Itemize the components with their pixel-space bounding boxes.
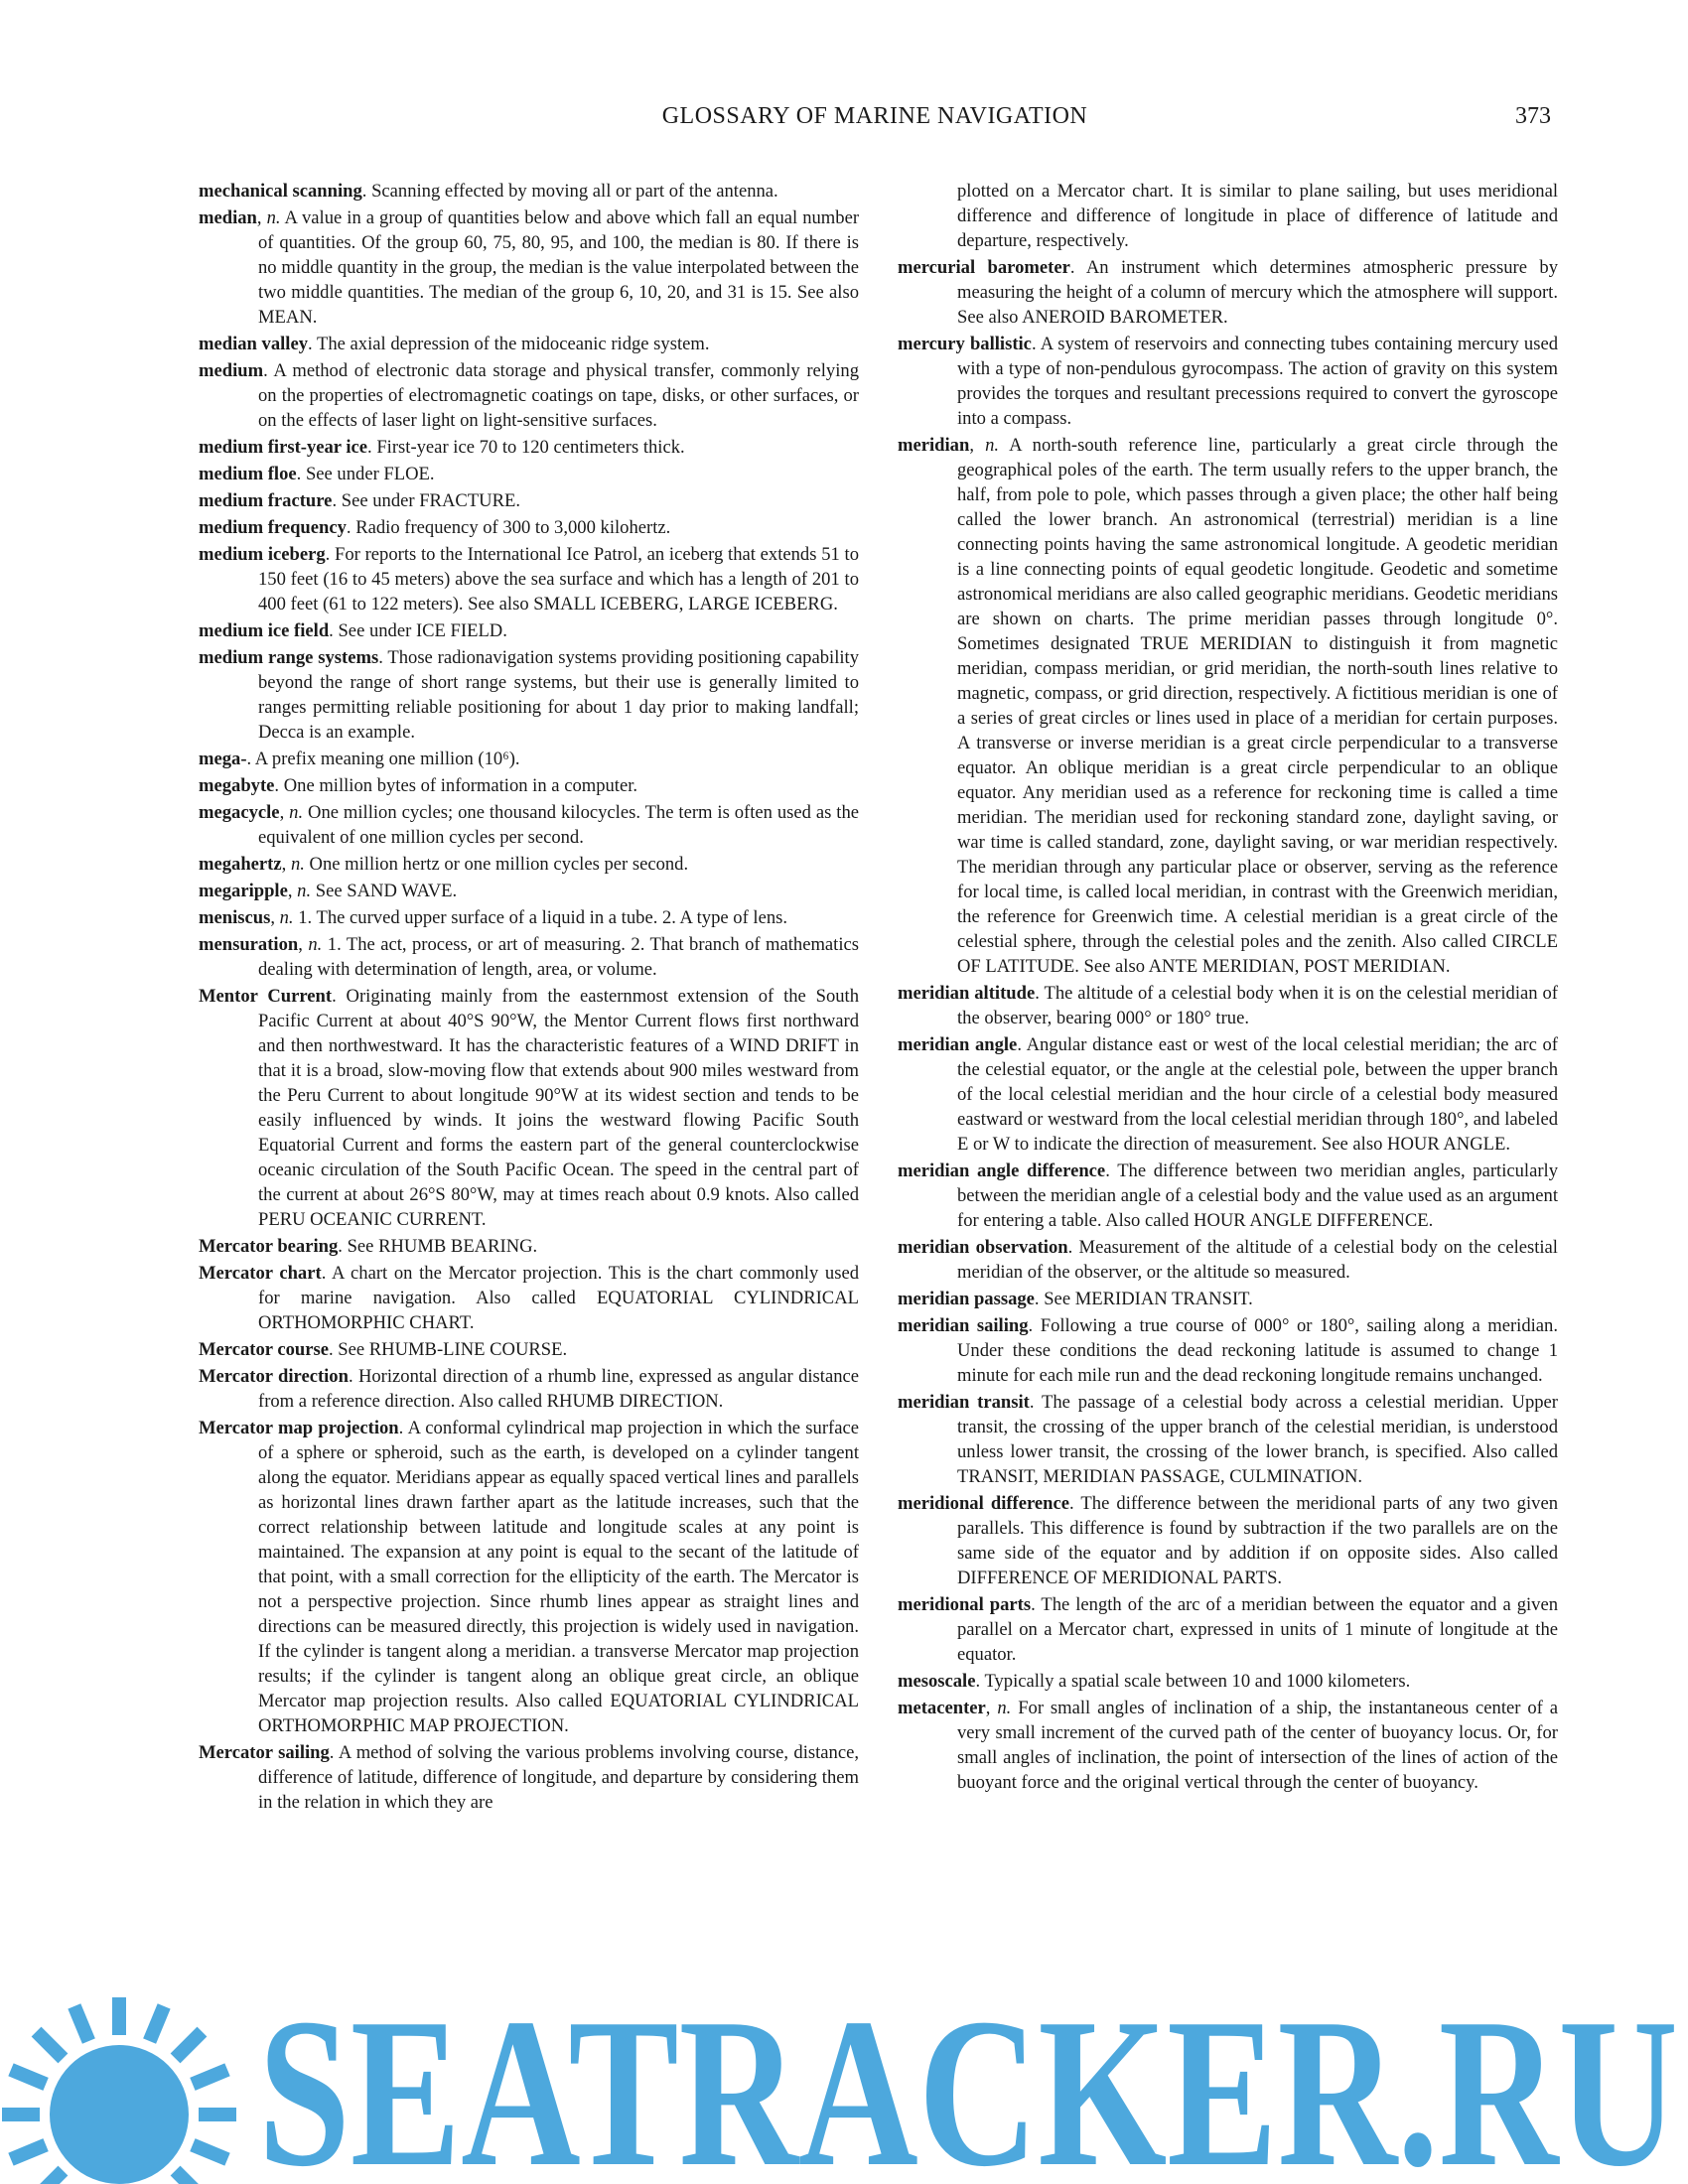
glossary-definition: . First-year ice 70 to 120 centimeters thick. [367, 437, 685, 458]
glossary-term: meridian altitude [898, 983, 1036, 1004]
glossary-definition: . A method of electronic data storage and physical transfer, commonly relying on the properties of electromagnetic coatings on tape, disks, or other surfaces, or on the effects of laser light on light-sensitive surfaces. [258, 360, 859, 431]
glossary-entry [898, 1390, 1558, 1489]
glossary-definition: . Following a true course of 000° or 180°, sailing along a meridian. Under these conditions the dead reckoning latitude is assumed to change 1 minute for each mile run and the dead reckoning longitude remains unchanged. [957, 1315, 1559, 1386]
page-number: 373 [1515, 103, 1551, 129]
glossary-term: medium range systems [199, 647, 379, 668]
glossary-term: meridian transit [898, 1392, 1030, 1413]
glossary-definition: . The difference between two meridian angles, particularly between the meridian angle of a celestial body and the value used as an argument for entering a table. Also called HOUR ANGLE DIFFERENCE. [957, 1160, 1558, 1231]
glossary-definition: . See under ICE FIELD. [329, 620, 507, 641]
glossary-definition: . One million bytes of information in a computer. [274, 775, 638, 796]
part-of-speech: n. [290, 854, 305, 875]
glossary-term: medium first-year ice [199, 437, 368, 458]
glossary-definition: . A prefix meaning one million (10⁶). [246, 749, 520, 769]
glossary-entry [199, 1337, 859, 1362]
right-column [898, 179, 1558, 1797]
glossary-entry [199, 1416, 859, 1738]
glossary-term: medium ice field [199, 620, 330, 641]
glossary-definition: . Measurement of the altitude of a celestial body on the celestial meridian of the observer, or the altitude so measured. [957, 1237, 1558, 1283]
glossary-term: megahertz [199, 854, 282, 875]
glossary-definition: . The length of the arc of a meridian between the equator and a given parallel on a Mercator chart, expressed in units of 1 minute of longitude at the equator. [957, 1594, 1558, 1665]
glossary-entry: megahertz, n. One million hertz or one million cycles per second. [199, 854, 689, 875]
glossary-definition: . A system of reservoirs and connecting tubes containing mercury used with a type of non-pendulous gyrocompass. The action of gravity on this system provides the torques and resultant precessions required to convert the gyroscope into a compass. [957, 334, 1558, 429]
glossary-definition: . An instrument which determines atmospheric pressure by measuring the height of a column of mercury which the atmosphere will support. See also ANEROID BAROMETER. [957, 257, 1559, 328]
glossary-term: medium fracture [199, 490, 333, 511]
glossary-entry: megaripple, n. See SAND WAVE. [199, 881, 458, 901]
glossary-definition: . The difference between the meridional parts of any two given parallels. This difference is found by subtraction if the two parallels are on the same side of the equator and by addition if on opposite sides. Also called DIFFERENCE OF MERIDIONAL PARTS. [957, 1493, 1558, 1588]
glossary-definition: . The passage of a celestial body across a celestial meridian. Upper transit, the crossing of the upper branch of the celestial meridian, is understood unless lower transit, the crossing of the lower branch, is specified. Also called TRANSIT, MERIDIAN PASSAGE, CULMINATION. [957, 1392, 1558, 1487]
glossary-entry: meniscus, n. 1. The curved upper surface of a liquid in a tube. 2. A type of lens. [199, 907, 788, 928]
glossary-definition: . A chart on the Mercator projection. This is the chart commonly used for marine navigation. Also called EQUATORIAL CYLINDRICAL ORTHOMORPHIC CHART. [258, 1263, 859, 1333]
glossary-entry [199, 358, 859, 433]
glossary-term: mercurial barometer [898, 257, 1070, 278]
part-of-speech: n. [297, 881, 312, 901]
glossary-term: Mercator map projection [199, 1418, 399, 1438]
glossary-definition: A value in a group of quantities below and above which fall an equal number of quantities. Of the group 60, 75, 80, 95, and 100, the median is 80. If there is no middle quantity in the group, the median is the value interpolated between the two middle quantities. The median of the group 6, 10, 20, and 31 is 15. See also MEAN. [258, 207, 860, 328]
glossary-definition: . A method of solving the various problems involving course, distance, difference of latitude, difference of longitude, and departure by considering them in the relation in which they are [258, 1742, 859, 1813]
glossary-definition: . Radio frequency of 300 to 3,000 kilohertz. [346, 517, 671, 538]
glossary-entry [898, 332, 1558, 431]
glossary-entry [199, 1261, 859, 1335]
part-of-speech: n. [266, 207, 281, 228]
glossary-term: medium [199, 360, 264, 381]
glossary-definition: . A conformal cylindrical map projection in which the surface of a sphere or spheroid, such as the earth, is developed on a cylinder tangent along the equator. Meridians appear as equally spaced vertical lines and parallels as horizontal lines drawn farther apart as the latitude increases, such that the correct relationship between latitude and longitude scales at any point is maintained. The expansion at any point is equal to the secant of the latitude of that point, with a small correction for the ellipticity of the earth. The Mercator is not a perspective projection. Since rhumb lines appear as straight lines and directions can be measured directly, this projection is widely used in navigation. If the cylinder is tangent along a meridian. a transverse Mercator map projection results; if the cylinder is tangent along an oblique great circle, an oblique Mercator map projection results. Also called EQUATORIAL CYLINDRICAL ORTHOMORPHIC MAP PROJECTION. [258, 1418, 859, 1736]
glossary-term: Mercator direction [199, 1366, 349, 1387]
glossary-entry [199, 1364, 859, 1414]
glossary-definition: One million hertz or one million cycles per second. [309, 854, 689, 875]
glossary-term: meniscus [199, 907, 271, 928]
running-title: GLOSSARY OF MARINE NAVIGATION [661, 103, 1088, 129]
glossary-term: Mentor Current [199, 986, 333, 1007]
glossary-term: mercury ballistic [898, 334, 1032, 354]
glossary-entry: metacenter, n. For small angles of inclination of a ship, the instantaneous center of a very small increment of the curved path of the center of buoyancy locus. Or, for small angles of inclination, the point of intersection of the lines of action of the buoyant force and the original vertical through the center of buoyancy. [898, 1698, 1558, 1793]
glossary-term: meridian [898, 435, 970, 456]
glossary-entry: mensuration, n. 1. The act, process, or art of measuring. 2. That branch of mathematics dealing with determination of length, area, or volume. [199, 934, 860, 980]
glossary-term: meridian sailing [898, 1315, 1029, 1336]
glossary-entry [199, 542, 859, 616]
sun-logo-icon [2, 1997, 236, 2184]
glossary-term: meridian angle difference [898, 1160, 1106, 1181]
part-of-speech: n. [279, 907, 294, 928]
glossary-definition: . The altitude of a celestial body when it is on the celestial meridian of the observer, bearing 000° or 180° true. [957, 983, 1558, 1028]
glossary-entry [199, 984, 859, 1232]
glossary-entry: meridian, n. A north-south reference line, particularly a great circle through the geographical poles of the earth. The term usually refers to the upper branch, the half, from pole to pole, which passes through a given place; the other half being called the lower branch. An astronomical (terrestrial) meridian is a line connecting points having the same astronomical longitude. A geodetic meridian is a line connecting points of equal geodetic longitude. Geodetic and sometime astronomical meridians are also called geographic meridians. Geodetic meridians are shown on charts. The prime meridian passes through longitude 0°. Sometimes designated TRUE MERIDIAN to distinguish it from magnetic meridian, compass meridian, or grid meridian, the north-south lines relative to magnetic, compass, or grid direction, respectively. A fictitious meridian is one of a series of great circles or lines used in place of a meridian for certain purposes. A transverse or inverse meridian is a great circle perpendicular to a transverse equator. An oblique meridian is a great circle perpendicular to an oblique equator. Any meridian used as a reference for reckoning time is called a time meridian. The meridian used for reckoning standard zone, daylight saving, or war time is called standard, zone, daylight saving, or war meridian respectively. The meridian through any particular place or observer, serving as the reference for local time, is called local meridian, in contrast with the Greenwich meridian, the reference for Greenwich time. A celestial meridian is a great circle of the celestial sphere, through the celestial poles and the zenith. Also called CIRCLE OF LATITUDE. See also ANTE MERIDIAN, POST MERIDIAN. [898, 435, 1559, 977]
glossary-entry [898, 1669, 1558, 1694]
glossary-definition: . See under FLOE. [296, 464, 435, 484]
glossary-definition: . Originating mainly from the easternmost extension of the South Pacific Current at about 40°S 90°W, the Mentor Current flows first northward and then northwestward. It has the characteristic features of a WIND DRIFT in that it is a broad, slow-moving flow that extends about 900 miles westward from the Peru Current to about longitude 90°W at its widest section and tends to be easily influenced by winds. It joins the westward flowing Pacific South Equatorial Current and forms the eastern part of the general counterclockwise oceanic circulation of the South Pacific Ocean. The speed in the central part of the current at about 26°S 80°W, may at times reach about 0.9 knots. Also called PERU OCEANIC CURRENT. [258, 986, 859, 1230]
glossary-definition: . The axial depression of the midoceanic ridge system. [308, 334, 710, 354]
glossary-definition: . Horizontal direction of a rhumb line, expressed as angular distance from a reference direction. Also called RHUMB DIRECTION. [258, 1366, 859, 1412]
glossary-definition: . Those radionavigation systems providing positioning capability beyond the range of short range systems, but their use is generally limited to ranges permitting reliable positioning for about 1 day prior to making landfall; Decca is an example. [258, 647, 859, 743]
glossary-term: meridional difference [898, 1493, 1070, 1514]
glossary-entry [898, 255, 1558, 330]
part-of-speech: n. [985, 435, 1000, 456]
glossary-term: mesoscale [898, 1671, 976, 1692]
glossary-term: Mercator bearing [199, 1236, 339, 1257]
glossary-term: megaripple [199, 881, 288, 901]
glossary-definition: A north-south reference line, particularly a great circle through the geographical poles of the earth. The term usually refers to the upper branch, the half, from pole to pole, which passes through a given place; the other half being called the lower branch. An astronomical (terrestrial) meridian is a line connecting points having the same astronomical longitude. A geodetic meridian is a line connecting points of equal geodetic longitude. Geodetic and sometime astronomical meridians are also called geographic meridians. Geodetic meridians are shown on charts. The prime meridian passes through longitude 0°. Sometimes designated TRUE MERIDIAN to distinguish it from magnetic meridian, compass meridian, or grid meridian, the north-south lines relative to magnetic, compass, or grid direction, respectively. A fictitious meridian is one of a series of great circles or lines used in place of a meridian for certain purposes. A transverse or inverse meridian is a great circle perpendicular to a transverse equator. An oblique meridian is a great circle perpendicular to an oblique equator. Any meridian used as a reference for reckoning time is called a time meridian. The meridian used for reckoning standard zone, daylight saving, or war time is called standard, zone, daylight saving, or war meridian respectively. The meridian through any particular place or observer, serving as the reference for local time, is called local meridian, in contrast with the Greenwich meridian, the reference for Greenwich time. A celestial meridian is a great circle of the celestial sphere, through the celestial poles and the zenith. Also called CIRCLE OF LATITUDE. See also ANTE MERIDIAN, POST MERIDIAN. [957, 435, 1559, 977]
glossary-definition: . For reports to the International Ice Patrol, an iceberg that extends 51 to 150 feet (16 to 45 meters) above the sea surface and which has a length of 201 to 400 feet (61 to 122 meters). See also SMALL ICEBERG, LARGE ICEBERG. [258, 544, 859, 614]
glossary-entry [199, 747, 859, 771]
glossary-entry [199, 332, 859, 356]
part-of-speech: n. [308, 934, 323, 955]
glossary-entry [898, 1032, 1558, 1157]
glossary-definition: 1. The curved upper surface of a liquid in a tube. 2. A type of lens. [298, 907, 788, 928]
glossary-entry [199, 488, 859, 513]
glossary-definition: . See under FRACTURE. [332, 490, 520, 511]
glossary-term: meridian angle [898, 1034, 1018, 1055]
glossary-term: mensuration [199, 934, 299, 955]
glossary-term: Mercator sailing [199, 1742, 330, 1763]
glossary-definition: . Angular distance east or west of the local celestial meridian; the arc of the celestial equator, or the angle at the celestial pole, between the upper branch of the local celestial meridian and the hour circle of a celestial body measured eastward or westward from the local celestial meridian through 180°, and labeled E or W to indicate the direction of measurement. See also HOUR ANGLE. [957, 1034, 1558, 1155]
glossary-entry [199, 773, 859, 798]
glossary-entry [898, 1235, 1558, 1285]
part-of-speech: n. [289, 802, 304, 823]
glossary-entry [199, 515, 859, 540]
glossary-term: meridional parts [898, 1594, 1032, 1615]
glossary-entry [199, 645, 859, 745]
glossary-entry [199, 618, 859, 643]
glossary-definition: . See MERIDIAN TRANSIT. [1034, 1289, 1253, 1309]
glossary-entry [898, 981, 1558, 1030]
glossary-term: mechanical scanning [199, 181, 362, 202]
glossary-entry [898, 1287, 1558, 1311]
part-of-speech: n. [997, 1698, 1012, 1718]
glossary-term: meridian passage [898, 1289, 1035, 1309]
glossary-term: median [199, 207, 257, 228]
glossary-definition: . Scanning effected by moving all or part of the antenna. [361, 181, 778, 202]
glossary-term: mega- [199, 749, 247, 769]
glossary-term: medium frequency [199, 517, 347, 538]
glossary-term: median valley [199, 334, 309, 354]
glossary-entry [199, 1740, 859, 1815]
continued-entry-text: plotted on a Mercator chart. It is similar to plane sailing, but uses meridional difference and difference of longitude in place of difference of latitude and departure, respectively. [957, 181, 1558, 251]
watermark [0, 1941, 1688, 2184]
glossary-term: Mercator chart [199, 1263, 322, 1284]
glossary-definition: One million cycles; one thousand kilocycles. The term is often used as the equivalent of one million cycles per second. [258, 802, 859, 848]
glossary-entry [199, 462, 859, 486]
glossary-term: meridian observation [898, 1237, 1068, 1258]
glossary-entry [898, 1491, 1558, 1590]
glossary-entry [199, 435, 859, 460]
watermark-text: SEATRACKER.RU [258, 1974, 1678, 2184]
page-header [199, 103, 1551, 135]
glossary-definition: . See RHUMB BEARING. [338, 1236, 538, 1257]
glossary-definition: For small angles of inclination of a ship, the instantaneous center of a very small increment of the curved path of the center of buoyancy locus. Or, for small angles of inclination, the point of intersection of the lines of action of the buoyant force and the original vertical through the center of buoyancy. [957, 1698, 1558, 1793]
glossary-entry [898, 1313, 1558, 1388]
glossary-term: megacycle [199, 802, 280, 823]
glossary-definition: . Typically a spatial scale between 10 and 1000 kilometers. [975, 1671, 1411, 1692]
glossary-entry [199, 1234, 859, 1259]
glossary-entry [898, 1592, 1558, 1667]
glossary-entry [199, 179, 859, 204]
glossary-term: medium floe [199, 464, 297, 484]
glossary-entry [898, 1159, 1558, 1233]
glossary-term: Mercator course [199, 1339, 329, 1360]
glossary-term: megabyte [199, 775, 275, 796]
glossary-entry: median, n. A value in a group of quantities below and above which fall an equal number of quantities. Of the group 60, 75, 80, 95, and 100, the median is 80. If there is no middle quantity in the group, the median is the value interpolated between the two middle quantities. The median of the group 6, 10, 20, and 31 is 15. See also MEAN. [199, 207, 860, 328]
glossary-term: medium iceberg [199, 544, 326, 565]
glossary-term: metacenter [898, 1698, 986, 1718]
glossary-entry: megacycle, n. One million cycles; one thousand kilocycles. The term is often used as the equivalent of one million cycles per second. [199, 802, 859, 848]
glossary-definition: See SAND WAVE. [315, 881, 458, 901]
left-column [199, 179, 859, 1817]
glossary-definition: . See RHUMB-LINE COURSE. [328, 1339, 568, 1360]
glossary-definition: 1. The act, process, or art of measuring. 2. That branch of mathematics dealing with determination of length, area, or volume. [258, 934, 860, 980]
